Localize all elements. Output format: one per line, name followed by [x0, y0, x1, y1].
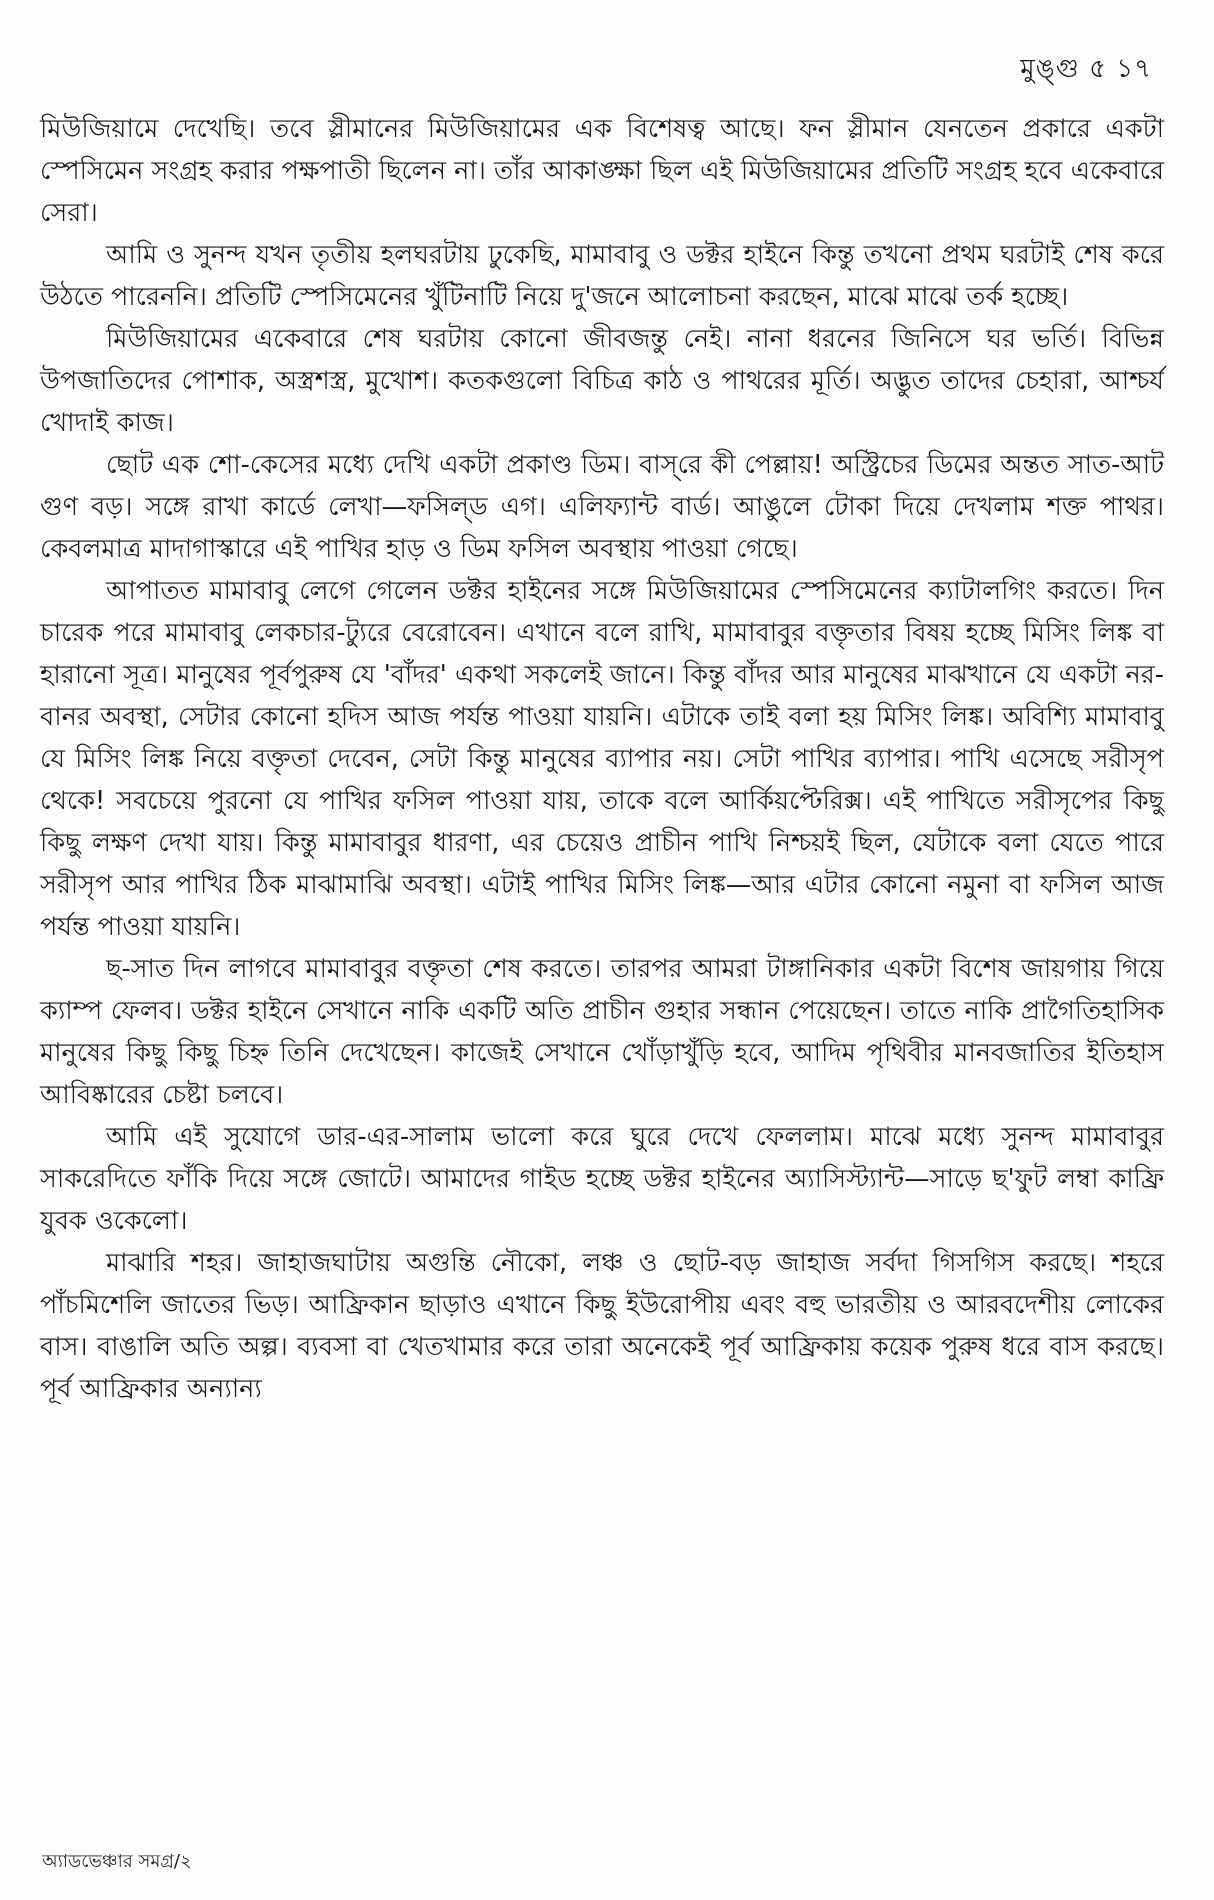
running-head-page-number: মুঙ্গু ৫ ১৭ — [1020, 54, 1152, 84]
paragraph-2: আমি ও সুনন্দ যখন তৃতীয় হলঘরটায় ঢুকেছি, মামাবাবু ও ডক্টর হাইনে কিন্তু তখনো প্রথম ঘরটাই শেষ করে উঠতে পারেননি। প্রতিটি স্পেসিমেনের খুঁটিনাটি নিয়ে দু'জনে আলোচনা করছেন, মাঝে মাঝে তর্ক হচ্ছে। — [40, 240, 1164, 312]
paragraph-8: মাঝারি শহর। জাহাজঘাটায় অগুন্তি নৌকো, লঞ্চ ও ছোট-বড় জাহাজ সর্বদা গিসগিস করছে। শহরে পাঁচমিশেলি জাতের ভিড়। আফ্রিকান ছাড়াও এখানে কিছু ইউরোপীয় এবং বহু ভারতীয় ও আরবদেশীয় লোকের বাস। বাঙালি অতি অল্প। ব্যবসা বা খেতখামার করে তারা অনেকেই পূর্ব আফ্রিকায় কয়েক পুরুষ ধরে বাস করছে। পূর্ব আফ্রিকার অন্যান্য — [40, 1248, 1164, 1404]
paragraph-7: আমি এই সুযোগে ডার-এর-সালাম ভালো করে ঘুরে দেখে ফেললাম। মাঝে মধ্যে সুনন্দ মামাবাবুর সাকরেদিতে ফাঁকি দিয়ে সঙ্গে জোটে। আমাদের গাইড হচ্ছে ডক্টর হাইনের অ্যাসিস্ট্যান্ট—সাড়ে ছ'ফুট লম্বা কাফ্রি যুবক ওকেলো। — [40, 1122, 1164, 1236]
paragraph-5: আপাতত মামাবাবু লেগে গেলেন ডক্টর হাইনের সঙ্গে মিউজিয়ামের স্পেসিমেনের ক্যাটালগিং করতে। দিন চারেক পরে মামাবাবু লেকচার-ট্যুরে বেরোবেন। এখানে বলে রাখি, মামাবাবুর বক্তৃতার বিষয় হচ্ছে মিসিং লিঙ্ক বা হারানো সূত্র। মানুষের পূর্বপুরুষ যে 'বাঁদর' একথা সকলেই জানে। কিন্তু বাঁদর আর মানুষের মাঝখানে যে একটা নর-বানর অবস্থা, সেটার কোনো হদিস আজ পর্যন্ত পাওয়া যায়নি। এটাকে তাই বলা হয় মিসিং লিঙ্ক। অবিশ্যি মামাবাবু যে মিসিং লিঙ্ক নিয়ে বক্তৃতা দেবেন, সেটা কিন্তু মানুষের ব্যাপার নয়। সেটা পাখির ব্যাপার। পাখি এসেছে সরীসৃপ থেকে! সবচেয়ে পুরনো যে পাখির ফসিল পাওয়া যায়, তাকে বলে আর্কিয়প্টেরিক্স। এই পাখিতে সরীসৃপের কিছু কিছু লক্ষণ দেখা যায়। কিন্তু মামাবাবুর ধারণা, এর চেয়েও প্রাচীন পাখি নিশ্চয়ই ছিল, যেটাকে বলা যেতে পারে সরীসৃপ আর পাখির ঠিক মাঝামাঝি অবস্থা। এটাই পাখির মিসিং লিঙ্ক—আর এটার কোনো নমুনা বা ফসিল আজ পর্যন্ত পাওয়া যায়নি। — [40, 576, 1164, 942]
paragraph-4: ছোট এক শো-কেসের মধ্যে দেখি একটা প্রকাণ্ড ডিম। বাস্‌রে কী পেল্লায়! অস্ট্রিচের ডিমের অন্তত সাত-আট গুণ বড়। সঙ্গে রাখা কার্ডে লেখা—ফসিল্‌ড এগ। এলিফ্যান্ট বার্ড। আঙুলে টোকা দিয়ে দেখলাম শক্ত পাথর। কেবলমাত্র মাদাগাস্কারে এই পাখির হাড় ও ডিম ফসিল অবস্থায় পাওয়া গেছে। — [40, 450, 1164, 564]
paragraph-1: মিউজিয়ামে দেখেছি। তবে স্লীমানের মিউজিয়ামের এক বিশেষত্ব আছে। ফন স্লীমান যেনতেন প্রকারে একটা স্পেসিমেন সংগ্রহ করার পক্ষপাতী ছিলেন না। তাঁর আকাঙ্ক্ষা ছিল এই মিউজিয়ামের প্রতিটি সংগ্রহ হবে একেবারে সেরা। — [40, 114, 1164, 228]
paragraph-6: ছ-সাত দিন লাগবে মামাবাবুর বক্তৃতা শেষ করতে। তারপর আমরা টাঙ্গানিকার একটা বিশেষ জায়গায় গিয়ে ক্যাম্প ফেলব। ডক্টর হাইনে সেখানে নাকি একটি অতি প্রাচীন গুহার সন্ধান পেয়েছেন। তাতে নাকি প্রাগৈতিহাসিক মানুষের কিছু কিছু চিহ্ন তিনি দেখেছেন। কাজেই সেখানে খোঁড়াখুঁড়ি হবে, আদিম পৃথিবীর মানবজাতির ইতিহাস আবিষ্কারের চেষ্টা চলবে। — [40, 954, 1164, 1110]
footer-book-title: অ্যাডভেঞ্চার সমগ্র/২ — [42, 1851, 192, 1872]
paragraph-3: মিউজিয়ামের একেবারে শেষ ঘরটায় কোনো জীবজন্তু নেই। নানা ধরনের জিনিসে ঘর ভর্তি। বিভিন্ন উপজাতিদের পোশাক, অস্ত্রশস্ত্র, মুখোশ। কতকগুলো বিচিত্র কাঠ ও পাথরের মূর্তি। অদ্ভুত তাদের চেহারা, আশ্চর্য খোদাই কাজ। — [40, 324, 1164, 438]
body-text — [40, 108, 1164, 1410]
